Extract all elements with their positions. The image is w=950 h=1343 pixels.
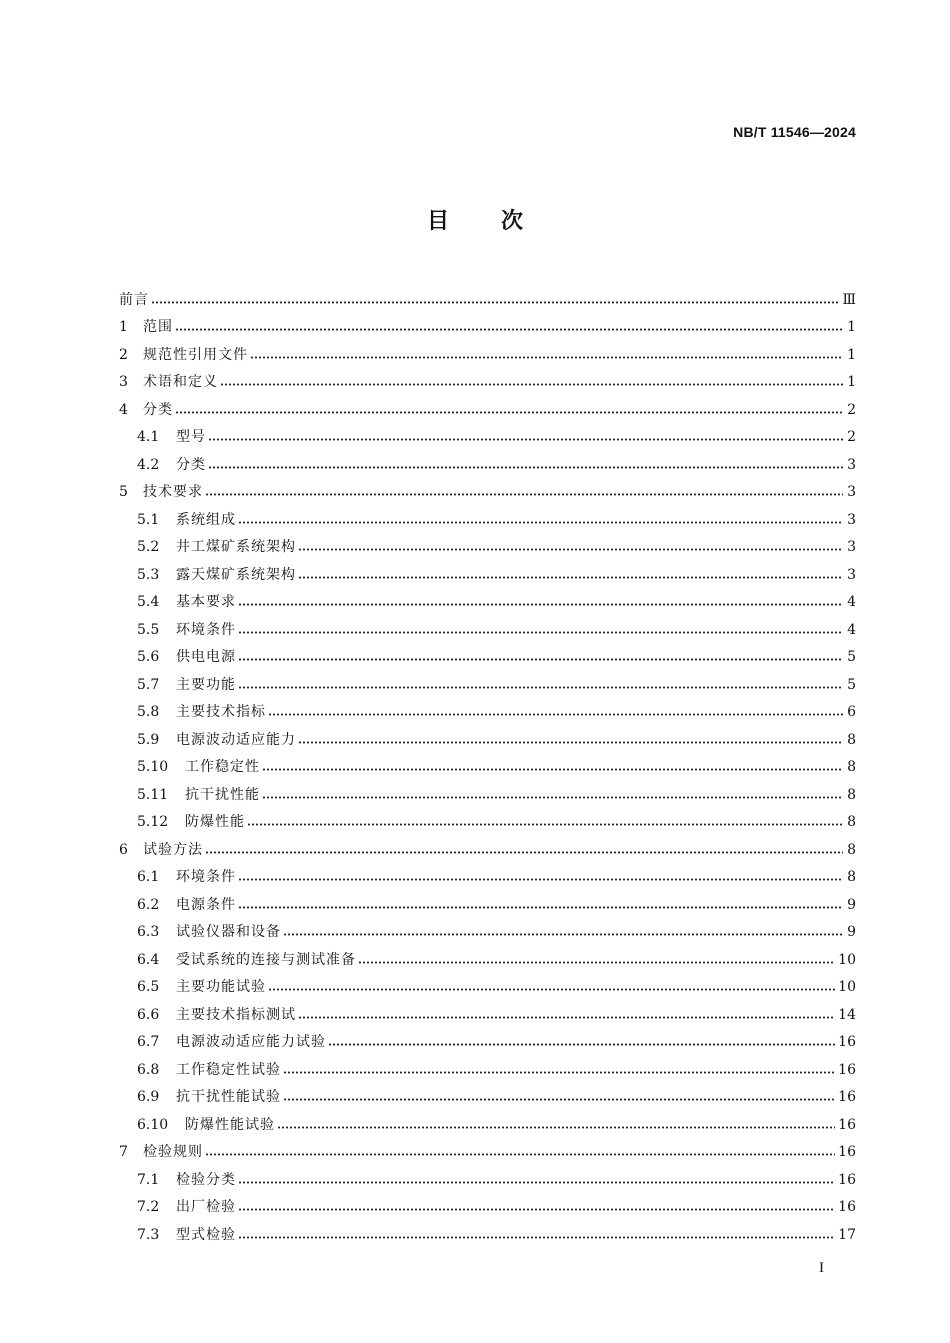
toc-entry-title: 前言 [119, 291, 149, 308]
table-of-contents [119, 282, 856, 1245]
toc-entry-number: 5.2 [137, 539, 160, 555]
toc-entry[interactable] [119, 1025, 856, 1053]
toc-entry-page: 8 [847, 869, 856, 885]
toc-entry-number: 7.1 [137, 1171, 160, 1188]
toc-entry-page: 8 [847, 814, 856, 830]
toc-entry-number: 5.1 [137, 511, 160, 528]
toc-entry[interactable] [119, 530, 856, 558]
toc-entry-page: 16 [838, 1199, 856, 1215]
dot-leader [208, 466, 843, 469]
toc-entry-number: 5.9 [137, 731, 160, 748]
toc-entry-number: 6.1 [137, 869, 160, 885]
dot-leader [277, 1126, 835, 1129]
toc-entry-page: 8 [847, 731, 856, 748]
dot-leader [358, 961, 835, 964]
toc-entry-number: 6.2 [137, 896, 160, 913]
toc-entry-number: 6.9 [137, 1089, 160, 1105]
toc-entry[interactable] [119, 1217, 856, 1245]
dot-leader [238, 658, 843, 661]
toc-entry-title: 系统组成 [176, 511, 236, 528]
dot-leader [208, 438, 843, 441]
toc-entry-page: 10 [838, 979, 856, 995]
dot-leader [175, 328, 843, 331]
dot-leader [238, 521, 843, 524]
toc-entry[interactable] [119, 750, 856, 778]
toc-entry[interactable] [119, 365, 856, 393]
toc-entry-title: 受试系统的连接与测试准备 [176, 951, 356, 968]
toc-entry-number: 5.8 [137, 704, 160, 720]
toc-entry[interactable] [119, 420, 856, 448]
toc-entry-title: 型号 [176, 429, 206, 445]
dot-leader [298, 548, 843, 551]
toc-entry-title: 检验分类 [176, 1171, 236, 1188]
page-title: 目次 [426, 209, 575, 234]
toc-entry[interactable] [119, 612, 856, 640]
dot-leader [298, 741, 843, 744]
toc-entry-page: 2 [847, 429, 856, 445]
dot-leader [205, 851, 843, 854]
toc-entry[interactable] [119, 475, 856, 503]
toc-entry-number: 5 [119, 484, 128, 500]
toc-entry-number: 3 [119, 374, 128, 390]
toc-entry-title: 供电电源 [176, 649, 236, 665]
toc-entry[interactable] [119, 805, 856, 833]
toc-entry-page: 6 [847, 704, 856, 720]
toc-entry-title: 环境条件 [176, 621, 236, 638]
dot-leader [268, 713, 843, 716]
toc-entry[interactable] [119, 1135, 856, 1163]
toc-entry-number: 5.12 [137, 814, 169, 830]
toc-entry[interactable] [119, 667, 856, 695]
toc-entry-title: 出厂检验 [176, 1199, 236, 1215]
dot-leader [220, 383, 843, 386]
toc-entry-number: 5.7 [137, 676, 160, 693]
toc-entry-number: 7.2 [137, 1199, 160, 1215]
standard-code: NB/T 11546—2024 [733, 124, 856, 140]
toc-entry[interactable] [119, 1162, 856, 1190]
toc-entry-page: 3 [847, 539, 856, 555]
toc-entry[interactable] [119, 447, 856, 475]
toc-entry-page: 16 [838, 1116, 856, 1133]
toc-entry[interactable] [119, 997, 856, 1025]
toc-entry-title: 防爆性能 [185, 814, 245, 830]
toc-entry-title: 术语和定义 [143, 374, 218, 390]
toc-entry[interactable] [119, 337, 856, 365]
toc-entry-title: 主要技术指标测试 [176, 1006, 296, 1023]
dot-leader [283, 1098, 835, 1101]
toc-entry-page: 10 [838, 951, 856, 968]
toc-entry[interactable] [119, 282, 856, 310]
toc-entry[interactable] [119, 1052, 856, 1080]
toc-entry-title: 主要功能 [176, 676, 236, 693]
toc-entry[interactable] [119, 887, 856, 915]
dot-leader [328, 1043, 835, 1046]
dot-leader [238, 1236, 835, 1239]
toc-entry-page: 16 [838, 1034, 856, 1050]
toc-entry-number: 6 [119, 841, 128, 858]
toc-entry[interactable] [119, 557, 856, 585]
toc-entry-title: 露天煤矿系统架构 [176, 566, 296, 583]
dot-leader [247, 823, 843, 826]
toc-entry-title: 抗干扰性能试验 [176, 1089, 281, 1105]
toc-entry[interactable] [119, 970, 856, 998]
dot-leader [238, 686, 843, 689]
toc-entry[interactable] [119, 695, 856, 723]
toc-entry-title: 范围 [143, 319, 173, 335]
toc-entry-title: 分类 [176, 456, 206, 473]
dot-leader [238, 603, 843, 606]
toc-entry-page: 4 [847, 621, 856, 638]
toc-entry-number: 4 [119, 401, 128, 418]
toc-entry-page: 5 [847, 676, 856, 693]
toc-entry[interactable] [119, 502, 856, 530]
toc-entry-number: 5.3 [137, 566, 160, 583]
toc-entry-title: 试验方法 [143, 841, 203, 858]
toc-entry-page: 1 [847, 374, 856, 390]
dot-leader [238, 878, 843, 881]
toc-entry-title: 工作稳定性试验 [176, 1061, 281, 1078]
toc-entry-page: 1 [847, 319, 856, 335]
toc-entry[interactable] [119, 942, 856, 970]
toc-entry-page: 16 [838, 1061, 856, 1078]
toc-entry[interactable] [119, 722, 856, 750]
dot-leader [298, 576, 843, 579]
dot-leader [262, 768, 843, 771]
toc-entry[interactable] [119, 585, 856, 613]
toc-entry-number: 7 [119, 1144, 128, 1160]
dot-leader [238, 1181, 835, 1184]
toc-entry-page: 5 [847, 649, 856, 665]
dot-leader [268, 988, 835, 991]
dot-leader [283, 933, 843, 936]
toc-entry-number: 5.5 [137, 621, 160, 638]
toc-entry-title: 试验仪器和设备 [176, 924, 281, 940]
dot-leader [283, 1071, 835, 1074]
dot-leader [175, 411, 843, 414]
toc-entry-page: 9 [847, 924, 856, 940]
dot-leader [262, 796, 843, 799]
toc-entry-title: 抗干扰性能 [185, 786, 260, 803]
toc-entry-number: 2 [119, 346, 128, 363]
toc-entry-number: 5.10 [137, 759, 169, 775]
page-number: I [819, 1260, 824, 1276]
toc-entry[interactable] [119, 392, 856, 420]
toc-entry-title: 规范性引用文件 [143, 346, 248, 363]
dot-leader [250, 356, 843, 359]
toc-entry-page: 8 [847, 841, 856, 858]
toc-entry[interactable] [119, 860, 856, 888]
toc-entry-title: 技术要求 [143, 484, 203, 500]
toc-entry-page: 17 [838, 1226, 856, 1243]
toc-entry-page: 3 [847, 511, 856, 528]
toc-entry-title: 工作稳定性 [185, 759, 260, 775]
toc-entry[interactable] [119, 1107, 856, 1135]
toc-entry-page: 16 [838, 1089, 856, 1105]
toc-entry-number: 6.8 [137, 1061, 160, 1078]
toc-entry-title: 环境条件 [176, 869, 236, 885]
toc-entry[interactable] [119, 1080, 856, 1108]
dot-leader [238, 906, 843, 909]
toc-entry-page: 8 [847, 759, 856, 775]
toc-entry-page: 3 [847, 456, 856, 473]
toc-entry-title: 防爆性能试验 [185, 1116, 275, 1133]
toc-entry-title: 型式检验 [176, 1226, 236, 1243]
toc-entry-page: 16 [838, 1171, 856, 1188]
toc-entry-page: 3 [847, 484, 856, 500]
toc-entry-page: 4 [847, 594, 856, 610]
dot-leader [238, 631, 843, 634]
toc-entry-title: 主要技术指标 [176, 704, 266, 720]
toc-entry-title: 基本要求 [176, 594, 236, 610]
toc-entry-title: 电源波动适应能力试验 [176, 1034, 326, 1050]
dot-leader [238, 1208, 835, 1211]
toc-entry-number: 6.10 [137, 1116, 169, 1133]
toc-entry-page: 8 [847, 786, 856, 803]
dot-leader [298, 1016, 835, 1019]
toc-entry-page: 14 [838, 1006, 856, 1023]
toc-entry-number: 4.2 [137, 456, 160, 473]
toc-entry-number: 7.3 [137, 1226, 160, 1243]
toc-entry-number: 6.6 [137, 1006, 160, 1023]
toc-entry-title: 电源条件 [176, 896, 236, 913]
toc-entry-number: 5.4 [137, 594, 160, 610]
toc-entry-title: 检验规则 [143, 1144, 203, 1160]
toc-entry-page: 2 [847, 401, 856, 418]
toc-entry-page: 1 [847, 346, 856, 363]
toc-entry-number: 6.5 [137, 979, 160, 995]
dot-leader [205, 493, 843, 496]
dot-leader [151, 301, 839, 304]
toc-entry-page: Ⅲ [842, 291, 856, 308]
toc-entry-title: 主要功能试验 [176, 979, 266, 995]
toc-entry-number: 6.7 [137, 1034, 160, 1050]
toc-entry-number: 5.11 [137, 786, 169, 803]
toc-entry-number: 5.6 [137, 649, 160, 665]
toc-entry-number: 1 [119, 319, 128, 335]
toc-entry[interactable] [119, 832, 856, 860]
toc-entry-page: 16 [838, 1144, 856, 1160]
toc-entry[interactable] [119, 640, 856, 668]
dot-leader [205, 1153, 835, 1156]
toc-entry[interactable] [119, 1190, 856, 1218]
toc-entry-page: 3 [847, 566, 856, 583]
toc-entry-title: 井工煤矿系统架构 [176, 539, 296, 555]
toc-entry[interactable] [119, 915, 856, 943]
toc-entry-title: 分类 [143, 401, 173, 418]
toc-entry-page: 9 [847, 896, 856, 913]
toc-entry-number: 4.1 [137, 429, 160, 445]
toc-entry-number: 6.4 [137, 951, 160, 968]
toc-entry[interactable] [119, 777, 856, 805]
toc-entry[interactable] [119, 310, 856, 338]
toc-entry-title: 电源波动适应能力 [176, 731, 296, 748]
toc-entry-number: 6.3 [137, 924, 160, 940]
